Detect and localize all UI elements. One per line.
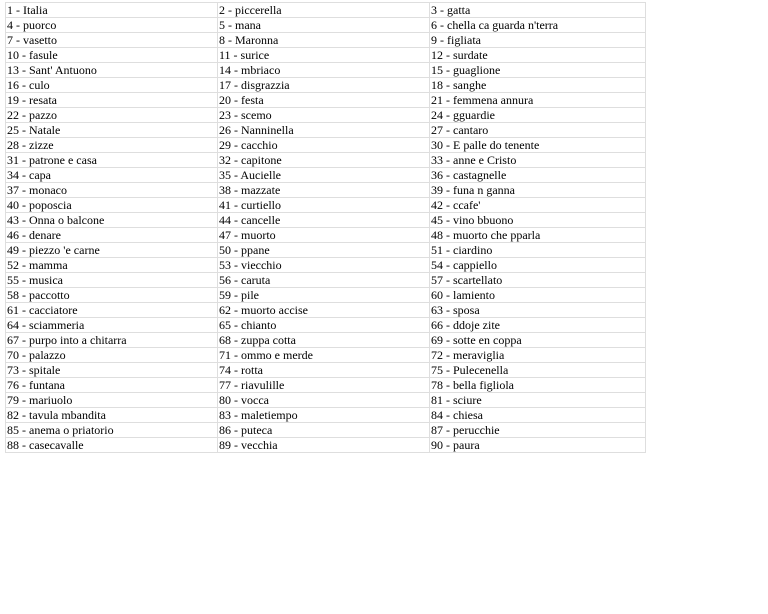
table-cell: 63 - sposa bbox=[430, 303, 646, 318]
table-cell: 53 - viecchio bbox=[218, 258, 430, 273]
table-cell: 23 - scemo bbox=[218, 108, 430, 123]
table-cell: 55 - musica bbox=[6, 273, 218, 288]
table-cell: 52 - mamma bbox=[6, 258, 218, 273]
table-cell: 81 - sciure bbox=[430, 393, 646, 408]
table-row bbox=[6, 183, 646, 198]
table-cell: 12 - surdate bbox=[430, 48, 646, 63]
table-cell: 7 - vasetto bbox=[6, 33, 218, 48]
table-cell: 9 - figliata bbox=[430, 33, 646, 48]
table-row bbox=[6, 243, 646, 258]
table-cell: 64 - sciammeria bbox=[6, 318, 218, 333]
table-row bbox=[6, 423, 646, 438]
table-cell: 71 - ommo e merde bbox=[218, 348, 430, 363]
table-row bbox=[6, 363, 646, 378]
table-cell: 13 - Sant' Antuono bbox=[6, 63, 218, 78]
table-cell: 58 - paccotto bbox=[6, 288, 218, 303]
table-cell: 66 - ddoje zite bbox=[430, 318, 646, 333]
table-row bbox=[6, 303, 646, 318]
table-cell: 8 - Maronna bbox=[218, 33, 430, 48]
table-cell: 5 - mana bbox=[218, 18, 430, 33]
table-cell: 3 - gatta bbox=[430, 3, 646, 18]
table-cell: 60 - lamiento bbox=[430, 288, 646, 303]
table-cell: 36 - castagnelle bbox=[430, 168, 646, 183]
table-row bbox=[6, 123, 646, 138]
table-row bbox=[6, 33, 646, 48]
table-cell: 24 - gguardie bbox=[430, 108, 646, 123]
table-cell: 35 - Aucielle bbox=[218, 168, 430, 183]
table-cell: 75 - Pulecenella bbox=[430, 363, 646, 378]
table-row bbox=[6, 48, 646, 63]
table-cell: 10 - fasule bbox=[6, 48, 218, 63]
table-cell: 50 - ppane bbox=[218, 243, 430, 258]
table-cell: 78 - bella figliola bbox=[430, 378, 646, 393]
table-cell: 83 - maletiempo bbox=[218, 408, 430, 423]
table-cell: 30 - E palle do tenente bbox=[430, 138, 646, 153]
table-cell: 29 - cacchio bbox=[218, 138, 430, 153]
table-cell: 87 - perucchie bbox=[430, 423, 646, 438]
table-cell: 18 - sanghe bbox=[430, 78, 646, 93]
table-row bbox=[6, 213, 646, 228]
table-row bbox=[6, 153, 646, 168]
table-cell: 70 - palazzo bbox=[6, 348, 218, 363]
table-cell: 6 - chella ca guarda n'terra bbox=[430, 18, 646, 33]
table-row bbox=[6, 168, 646, 183]
table-body bbox=[6, 3, 646, 453]
table-row bbox=[6, 348, 646, 363]
table-cell: 27 - cantaro bbox=[430, 123, 646, 138]
table-cell: 25 - Natale bbox=[6, 123, 218, 138]
table-cell: 19 - resata bbox=[6, 93, 218, 108]
table-row bbox=[6, 78, 646, 93]
table-row bbox=[6, 318, 646, 333]
table-cell: 89 - vecchia bbox=[218, 438, 430, 453]
table-cell: 61 - cacciatore bbox=[6, 303, 218, 318]
table-cell: 32 - capitone bbox=[218, 153, 430, 168]
table-cell: 33 - anne e Cristo bbox=[430, 153, 646, 168]
table-cell: 28 - zizze bbox=[6, 138, 218, 153]
table-row bbox=[6, 273, 646, 288]
table-cell: 77 - riavulille bbox=[218, 378, 430, 393]
table-cell: 86 - puteca bbox=[218, 423, 430, 438]
table-cell: 39 - funa n ganna bbox=[430, 183, 646, 198]
table-cell: 38 - mazzate bbox=[218, 183, 430, 198]
table-cell: 84 - chiesa bbox=[430, 408, 646, 423]
table-row bbox=[6, 228, 646, 243]
table-cell: 80 - vocca bbox=[218, 393, 430, 408]
table-cell: 2 - piccerella bbox=[218, 3, 430, 18]
table-cell: 48 - muorto che pparla bbox=[430, 228, 646, 243]
table-cell: 47 - muorto bbox=[218, 228, 430, 243]
table-cell: 69 - sotte en coppa bbox=[430, 333, 646, 348]
table-row bbox=[6, 3, 646, 18]
table-cell: 17 - disgrazzia bbox=[218, 78, 430, 93]
table-cell: 90 - paura bbox=[430, 438, 646, 453]
smorfia-table bbox=[5, 2, 646, 453]
table-row bbox=[6, 378, 646, 393]
table-cell: 88 - casecavalle bbox=[6, 438, 218, 453]
table-cell: 68 - zuppa cotta bbox=[218, 333, 430, 348]
table-cell: 41 - curtiello bbox=[218, 198, 430, 213]
table-cell: 62 - muorto accise bbox=[218, 303, 430, 318]
table-cell: 42 - ccafe' bbox=[430, 198, 646, 213]
table-row bbox=[6, 108, 646, 123]
table-row bbox=[6, 138, 646, 153]
table-cell: 43 - Onna o balcone bbox=[6, 213, 218, 228]
table-row bbox=[6, 258, 646, 273]
table-row bbox=[6, 393, 646, 408]
table-row bbox=[6, 63, 646, 78]
table-cell: 44 - cancelle bbox=[218, 213, 430, 228]
table-cell: 26 - Nanninella bbox=[218, 123, 430, 138]
table-row bbox=[6, 198, 646, 213]
table-cell: 65 - chianto bbox=[218, 318, 430, 333]
table-cell: 31 - patrone e casa bbox=[6, 153, 218, 168]
table-cell: 4 - puorco bbox=[6, 18, 218, 33]
table-cell: 34 - capa bbox=[6, 168, 218, 183]
table-cell: 1 - Italia bbox=[6, 3, 218, 18]
table-cell: 72 - meraviglia bbox=[430, 348, 646, 363]
table-cell: 79 - mariuolo bbox=[6, 393, 218, 408]
table-cell: 82 - tavula mbandita bbox=[6, 408, 218, 423]
table-cell: 49 - piezzo 'e carne bbox=[6, 243, 218, 258]
table-cell: 45 - vino bbuono bbox=[430, 213, 646, 228]
table-cell: 74 - rotta bbox=[218, 363, 430, 378]
table-cell: 21 - femmena annura bbox=[430, 93, 646, 108]
table-row bbox=[6, 18, 646, 33]
table-cell: 56 - caruta bbox=[218, 273, 430, 288]
table-row bbox=[6, 408, 646, 423]
table-cell: 73 - spitale bbox=[6, 363, 218, 378]
table-cell: 20 - festa bbox=[218, 93, 430, 108]
table-cell: 51 - ciardino bbox=[430, 243, 646, 258]
table-row bbox=[6, 288, 646, 303]
table-cell: 85 - anema o priatorio bbox=[6, 423, 218, 438]
table-cell: 37 - monaco bbox=[6, 183, 218, 198]
table-row bbox=[6, 333, 646, 348]
table-cell: 11 - surice bbox=[218, 48, 430, 63]
table-cell: 57 - scartellato bbox=[430, 273, 646, 288]
table-cell: 54 - cappiello bbox=[430, 258, 646, 273]
table-cell: 14 - mbriaco bbox=[218, 63, 430, 78]
table-cell: 16 - culo bbox=[6, 78, 218, 93]
table-cell: 40 - poposcia bbox=[6, 198, 218, 213]
table-cell: 22 - pazzo bbox=[6, 108, 218, 123]
table-cell: 15 - guaglione bbox=[430, 63, 646, 78]
table-cell: 59 - pile bbox=[218, 288, 430, 303]
table-cell: 46 - denare bbox=[6, 228, 218, 243]
table-cell: 67 - purpo into a chitarra bbox=[6, 333, 218, 348]
table-cell: 76 - funtana bbox=[6, 378, 218, 393]
table-row bbox=[6, 438, 646, 453]
table-row bbox=[6, 93, 646, 108]
